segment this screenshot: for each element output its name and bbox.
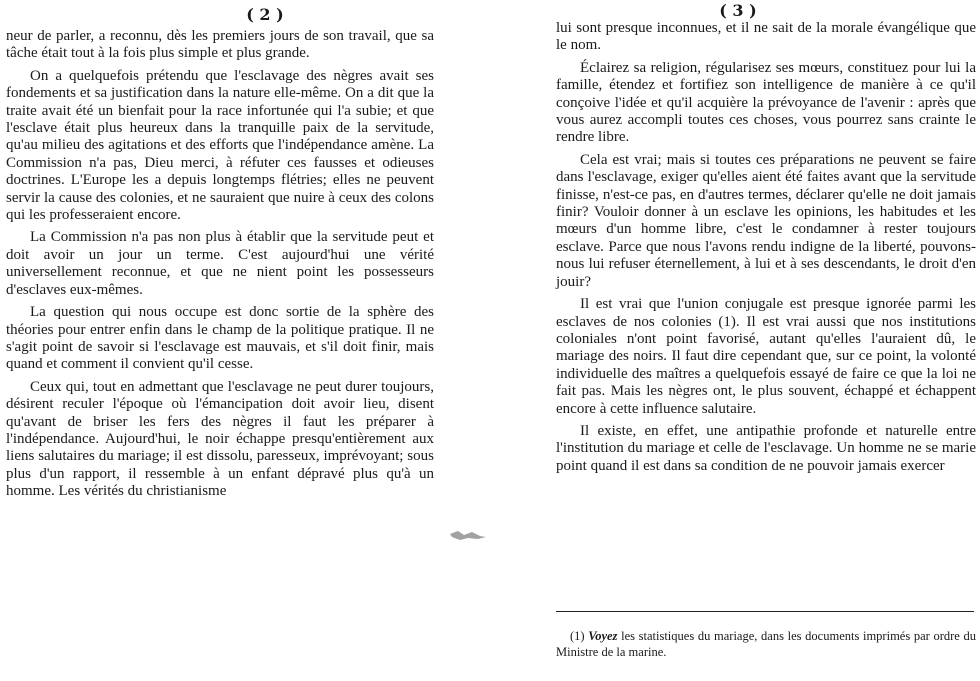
paragraph: lui sont presque inconnues, et il ne sait de la morale évangélique que le nom. bbox=[556, 20, 976, 54]
page-number: ( 2 ) bbox=[246, 5, 284, 24]
page-number: ( 3 ) bbox=[719, 1, 757, 20]
paragraph: Il est vrai que l'union conjugale est presque ignorée parmi les esclaves de nos colonies (1). Il est vrai aussi que nos institutions coloniales n'ont point favorisé, autant qu'elles l'auraient dû, le mariage des noirs. Il faut dire cependant que, sur ce point, la volonté individuelle des maîtres a quelquefois essayé de faire ce que la loi ne fait pas. Mais les nègres ont, le plus souvent, échappé et échappent encore à cette influence salutaire. bbox=[556, 296, 976, 417]
paragraph: neur de parler, a reconnu, dès les premiers jours de son travail, que sa tâche était tout à la fois plus simple et plus grande. bbox=[6, 28, 434, 62]
footnote-marker: (1) bbox=[570, 629, 585, 643]
right-page bbox=[526, 0, 980, 681]
paragraph: Cela est vrai; mais si toutes ces préparations ne peuvent se faire dans l'esclavage, exiger qu'elles aient été faites avant que la servitude finisse, n'est-ce pas, en d'autres termes, déclarer qu'elle ne doit jamais finir? Vouloir donner à un esclave les opinions, les habitudes et les mœurs d'un homme libre, c'est le condamner à rester toujours esclave. Parce que nous l'avons rendu indigne de la liberté, pouvons-nous lui refuser éternellement, à lui et à ses descendants, le droit d'en jouir? bbox=[556, 151, 976, 290]
text-column bbox=[556, 20, 976, 480]
paragraph: La Commission n'a pas non plus à établir que la servitude peut et doit avoir un jour un terme. C'est aujourd'hui une vérité universellement reconnue, et que ne nient point les possesseurs d'esclaves eux-mêmes. bbox=[6, 229, 434, 298]
paragraph: Ceux qui, tout en admettant que l'esclavage ne peut durer toujours, désirent reculer l'époque où l'émancipation doit avoir lieu, disent qu'avant de briser les fers des nègres il faut les préparer à l'indépendance. Aujourd'hui, le noir échappe presqu'entièrement aux liens salutaires du mariage; il est dissolu, paresseux, imprévoyant; sous plus d'un rapport, il ressemble à un enfant dépravé plus qu'à un homme. Les vérités du christianisme bbox=[6, 378, 434, 500]
footnote-italic: Voyez bbox=[588, 629, 618, 643]
paragraph: On a quelquefois prétendu que l'esclavage des nègres avait ses fondements et sa justification dans la nature elle-même. On a dit que la traite avait été un bienfait pour la race infortunée qui l'a subie; et que l'esclave était plus heureux dans la tranquille paix de la servitude, qu'au milieu des agitations et des efforts que l'indépendance amène. La Commission n'a pas, Dieu merci, à réfuter ces fausses et odieuses doctrines. L'Europe les a depuis longtemps flétries; elles ne peuvent servir la cause des colonies, et ne sauraient que nuire à ceux des colons qui les professeraient encore. bbox=[6, 67, 434, 224]
ink-smudge bbox=[448, 528, 488, 542]
paragraph: La question qui nous occupe est donc sortie de la sphère des théories pour entrer enfin dans le champ de la politique pratique. Il ne s'agit point de savoir si l'esclavage est mauvais, et s'il doit finir, mais quand et comment il convient qu'il cesse. bbox=[6, 304, 434, 373]
paragraph: Éclairez sa religion, régularisez ses mœurs, constituez pour lui la famille, étendez et fortifiez son intelligence de manière à ce qu'il conçoive l'idée et qu'il acquière la prévoyance de l'avenir : après que vous aurez accompli toutes ces choses, vous pourrez sans crainte le rendre libre. bbox=[556, 59, 976, 146]
paragraph: Il existe, en effet, une antipathie profonde et naturelle entre l'institution du mariage et celle de l'esclavage. Un homme ne se marie point quand il est dans sa condition de ne pouvoir jamais exercer bbox=[556, 422, 976, 474]
footnote-text: les statistiques du mariage, dans les documents imprimés par ordre du Ministre de la marine. bbox=[556, 629, 977, 659]
footnote bbox=[556, 628, 976, 660]
text-column bbox=[6, 28, 434, 506]
footnote-divider bbox=[556, 611, 974, 612]
